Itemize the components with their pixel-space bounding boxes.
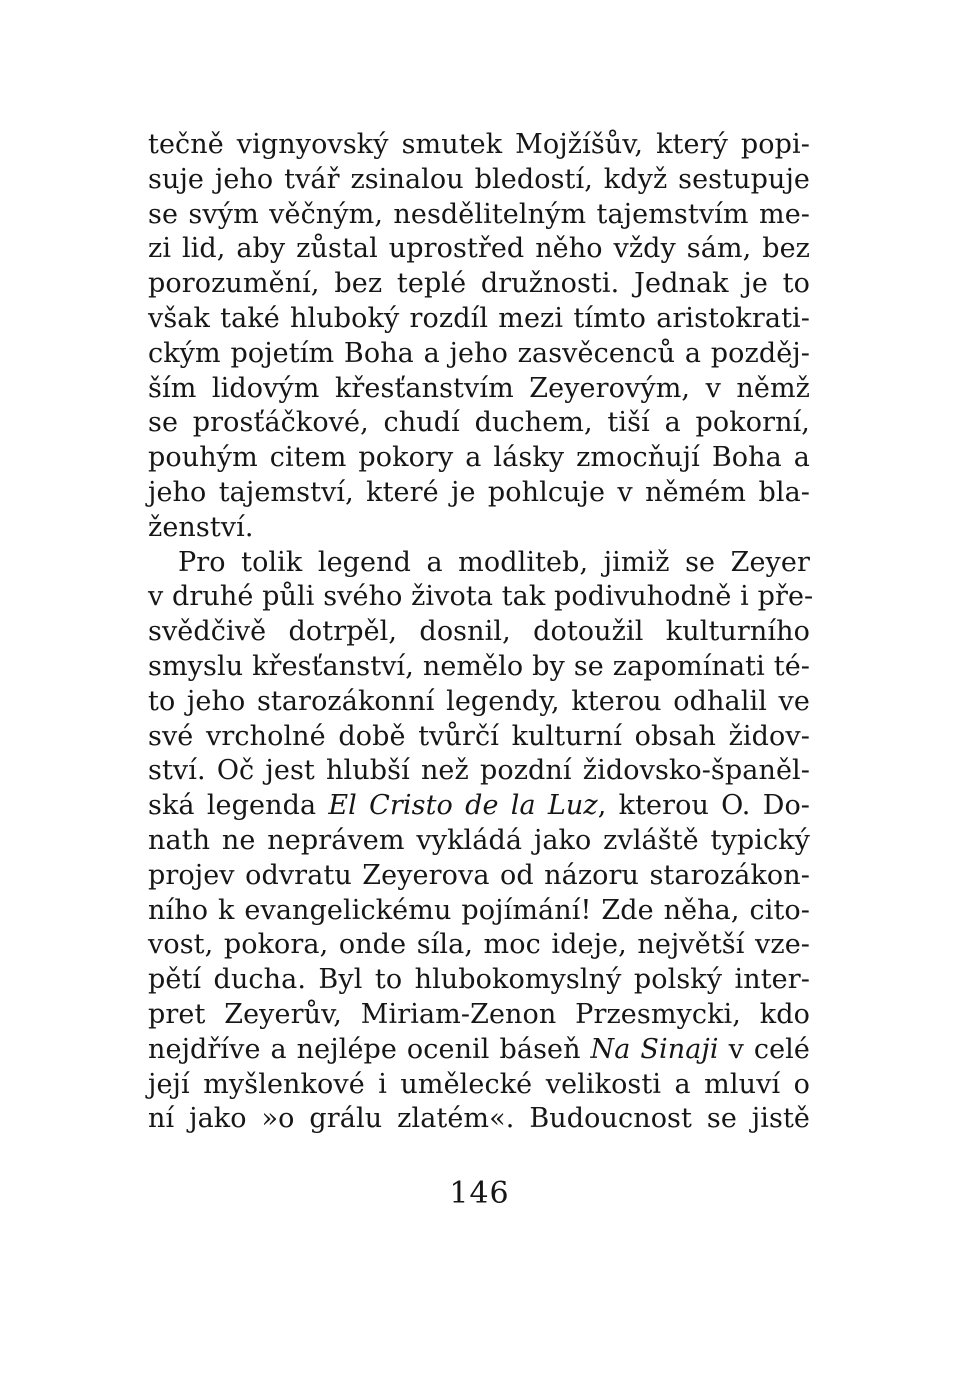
text-line: [148, 859, 810, 894]
text-line: [148, 476, 810, 511]
text-segment: pret Zeyerův, Miriam-Zenon Przesmycki, kdo: [148, 998, 810, 1030]
text-segment: pětí ducha. Byl to hlubokomyslný polský inter-: [148, 964, 810, 996]
text-segment: vost, pokora, onde síla, moc ideje, největší vze-: [148, 929, 810, 961]
text-segment: se prosťáčkové, chudí duchem, tiší a pokorní,: [148, 407, 810, 439]
text-segment: nath ne neprávem vykládá jako zvláště typický: [148, 824, 810, 856]
text-line: [148, 789, 810, 824]
text-segment: ního k evangelickému pojímání! Zde něha, cito-: [148, 894, 810, 926]
text-segment: v druhé půli svého života tak podivuhodně i pře-: [148, 581, 814, 613]
text-line: [148, 963, 810, 998]
italic-title: El Cristo de la Luz: [328, 790, 598, 822]
text-line: [148, 128, 810, 163]
text-line: [148, 754, 810, 789]
text-segment: smyslu křesťanství, nemělo by se zapomínati té-: [148, 650, 810, 682]
text-line: [148, 372, 810, 407]
body-text: [148, 128, 814, 1137]
text-line: [148, 650, 810, 685]
text-line: [148, 1068, 810, 1103]
text-line: [148, 998, 810, 1033]
text-line: [148, 441, 810, 476]
text-segment: Pro tolik legend a modliteb, jimiž se Zeyer: [178, 546, 810, 578]
text-segment: ní jako »o grálu zlatém«. Budoucnost se jistě: [148, 1103, 810, 1135]
text-line: [148, 685, 810, 720]
text-segment: se svým věčným, nesdělitelným tajemstvím me-: [148, 198, 810, 230]
text-line: [148, 928, 810, 963]
text-line: [148, 1102, 810, 1137]
text-line: [148, 824, 810, 859]
text-segment: tečně vignyovský smutek Mojžíšův, který popi-: [148, 129, 810, 160]
text-segment: porozumění, bez teplé družnosti. Jednak je to: [148, 268, 810, 300]
text-segment: svědčivě dotrpěl, dosnil, dotoužil kulturního: [148, 616, 810, 648]
text-segment: její myšlenkové i umělecké velikosti a mluví o: [148, 1068, 810, 1100]
page-number: 146: [449, 1176, 510, 1211]
text-line: [148, 894, 810, 929]
text-segment: pouhým citem pokory a lásky zmocňují Boha a: [148, 442, 810, 474]
text-segment: ším lidovým křesťanstvím Zeyerovým, v němž: [148, 372, 810, 404]
text-line: [148, 720, 810, 755]
text-segment: suje jeho tvář zsinalou bledostí, když sestupuje: [148, 163, 810, 195]
text-line: [148, 511, 810, 546]
text-segment: v celé: [718, 1033, 810, 1065]
text-line: [148, 163, 810, 198]
text-segment: jeho tajemství, které je pohlcuje v němém bla-: [148, 476, 810, 508]
text-segment: však také hluboký rozdíl mezi tímto aristokrati-: [148, 302, 810, 334]
text-segment: zi lid, aby zůstal uprostřed něho vždy sám, bez: [148, 233, 810, 265]
text-segment: to jeho starozákonní legendy, kterou odhalil ve: [148, 685, 810, 717]
text-line: [148, 580, 814, 615]
text-line: [148, 198, 810, 233]
text-line: [148, 546, 810, 581]
text-line: [148, 232, 810, 267]
text-line: [148, 615, 810, 650]
text-segment: ská legenda: [148, 790, 329, 822]
text-segment: ství. Oč jest hlubší než pozdní židovsko-španěl-: [148, 755, 810, 787]
text-line: [148, 1033, 810, 1068]
text-segment: , kterou O. Do-: [597, 790, 811, 822]
text-line: [148, 302, 810, 337]
italic-title: Na Sinaji: [590, 1033, 719, 1065]
text-segment: projev odvratu Zeyerova od názoru starozákon-: [148, 859, 810, 891]
text-line: [148, 337, 810, 372]
text-line: [148, 267, 810, 302]
text-line: [148, 406, 810, 441]
text-segment: ženství.: [148, 511, 254, 543]
text-segment: nejdříve a nejlépe ocenil báseň: [148, 1033, 591, 1065]
text-segment: své vrcholné době tvůrčí kulturní obsah židov-: [148, 720, 810, 752]
text-segment: ckým pojetím Boha a jeho zasvěcenců a pozděj-: [148, 337, 810, 369]
